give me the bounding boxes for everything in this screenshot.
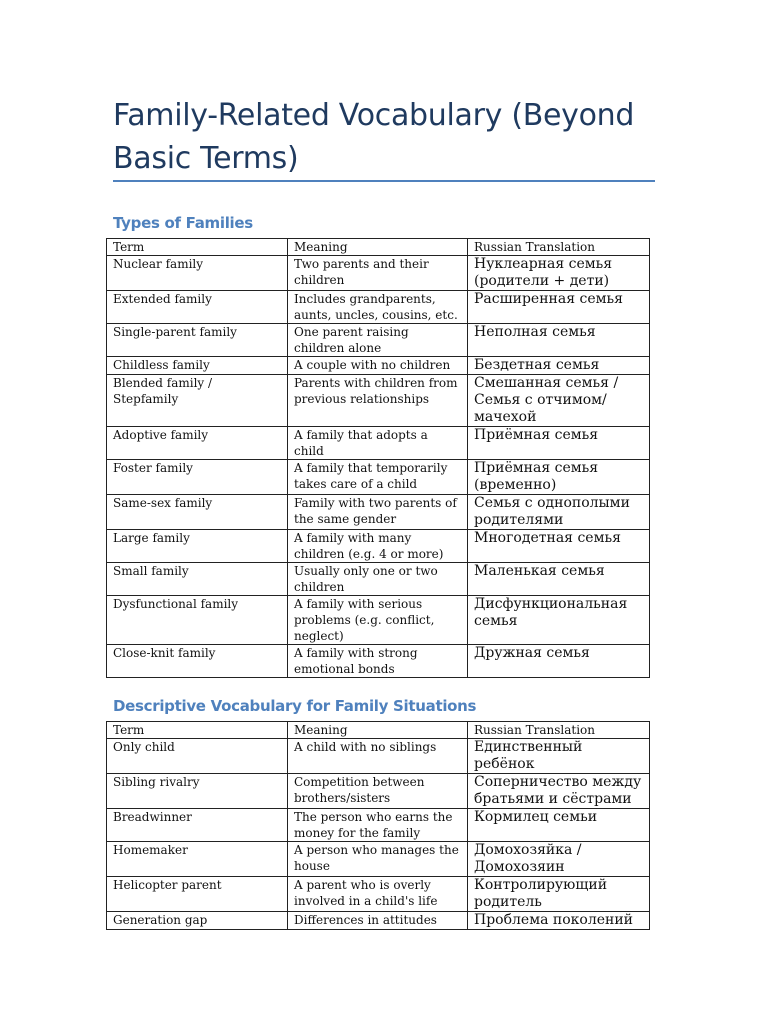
- russian-translation-cell: Маленькая семья: [468, 563, 650, 596]
- russian-translation-cell: Кормилец семьи: [468, 809, 650, 842]
- table-row: [107, 256, 650, 291]
- table-header-row: [107, 722, 650, 739]
- table-row: [107, 645, 650, 678]
- meaning-cell: A family with strong emotional bonds: [288, 645, 468, 678]
- term-cell: Blended family / Stepfamily: [107, 375, 288, 427]
- term-cell: Dysfunctional family: [107, 596, 288, 645]
- russian-translation-cell: Приёмная семья (временно): [468, 460, 650, 495]
- meaning-cell: A parent who is overly involved in a child's life: [288, 877, 468, 912]
- term-cell: Sibling rivalry: [107, 774, 288, 809]
- column-header-meaning: Meaning: [288, 722, 468, 739]
- meaning-cell: One parent raising children alone: [288, 324, 468, 357]
- russian-translation-cell: Дисфункциональная семья: [468, 596, 650, 645]
- term-cell: Generation gap: [107, 912, 288, 930]
- meaning-cell: A family that temporarily takes care of a child: [288, 460, 468, 495]
- term-cell: Nuclear family: [107, 256, 288, 291]
- table-row: [107, 375, 650, 427]
- meaning-cell: The person who earns the money for the family: [288, 809, 468, 842]
- term-cell: Adoptive family: [107, 427, 288, 460]
- table-row: [107, 842, 650, 877]
- section-heading-descriptive-vocabulary: Descriptive Vocabulary for Family Situations: [113, 697, 477, 715]
- term-cell: Single-parent family: [107, 324, 288, 357]
- term-cell: Same-sex family: [107, 495, 288, 530]
- descriptive-vocabulary-table: [106, 721, 650, 930]
- table-row: [107, 877, 650, 912]
- meaning-cell: A family with serious problems (e.g. conflict, neglect): [288, 596, 468, 645]
- meaning-cell: Usually only one or two children: [288, 563, 468, 596]
- table-row: [107, 357, 650, 375]
- russian-translation-cell: Многодетная семья: [468, 530, 650, 563]
- table-row: [107, 460, 650, 495]
- table-header-row: [107, 239, 650, 256]
- russian-translation-cell: Контролирующий родитель: [468, 877, 650, 912]
- term-cell: Close-knit family: [107, 645, 288, 678]
- russian-translation-cell: Неполная семья: [468, 324, 650, 357]
- russian-translation-cell: Проблема поколений: [468, 912, 650, 930]
- russian-translation-cell: Соперничество между братьями и сёстрами: [468, 774, 650, 809]
- meaning-cell: A person who manages the house: [288, 842, 468, 877]
- column-header-russian-translation: Russian Translation: [468, 239, 650, 256]
- term-cell: Foster family: [107, 460, 288, 495]
- column-header-russian-translation: Russian Translation: [468, 722, 650, 739]
- term-cell: Large family: [107, 530, 288, 563]
- term-cell: Childless family: [107, 357, 288, 375]
- column-header-term: Term: [107, 239, 288, 256]
- russian-translation-cell: Единственный ребёнок: [468, 739, 650, 774]
- term-cell: Only child: [107, 739, 288, 774]
- page-title: Family-Related Vocabulary (Beyond Basic Terms): [113, 98, 635, 176]
- table-row: [107, 495, 650, 530]
- table-row: [107, 427, 650, 460]
- types-of-families-table: [106, 238, 650, 678]
- russian-translation-cell: Расширенная семья: [468, 291, 650, 324]
- table-row: [107, 324, 650, 357]
- russian-translation-cell: Бездетная семья: [468, 357, 650, 375]
- meaning-cell: Differences in attitudes: [288, 912, 468, 930]
- term-cell: Small family: [107, 563, 288, 596]
- meaning-cell: A child with no siblings: [288, 739, 468, 774]
- term-cell: Helicopter parent: [107, 877, 288, 912]
- meaning-cell: Parents with children from previous relationships: [288, 375, 468, 427]
- table-row: [107, 739, 650, 774]
- table-row: [107, 809, 650, 842]
- meaning-cell: A family with many children (e.g. 4 or more): [288, 530, 468, 563]
- term-cell: Extended family: [107, 291, 288, 324]
- table-row: [107, 912, 650, 930]
- russian-translation-cell: Семья с однополыми родителями: [468, 495, 650, 530]
- title-underline: [113, 180, 655, 182]
- table-row: [107, 774, 650, 809]
- russian-translation-cell: Нуклеарная семья (родители + дети): [468, 256, 650, 291]
- section-heading-types-of-families: Types of Families: [113, 214, 253, 232]
- term-cell: Breadwinner: [107, 809, 288, 842]
- meaning-cell: Competition between brothers/sisters: [288, 774, 468, 809]
- column-header-meaning: Meaning: [288, 239, 468, 256]
- table-row: [107, 596, 650, 645]
- table-row: [107, 291, 650, 324]
- column-header-term: Term: [107, 722, 288, 739]
- table-row: [107, 530, 650, 563]
- meaning-cell: Includes grandparents, aunts, uncles, cousins, etc.: [288, 291, 468, 324]
- term-cell: Homemaker: [107, 842, 288, 877]
- meaning-cell: Family with two parents of the same gender: [288, 495, 468, 530]
- meaning-cell: A couple with no children: [288, 357, 468, 375]
- table-row: [107, 563, 650, 596]
- russian-translation-cell: Дружная семья: [468, 645, 650, 678]
- meaning-cell: Two parents and their children: [288, 256, 468, 291]
- meaning-cell: A family that adopts a child: [288, 427, 468, 460]
- russian-translation-cell: Домохозяйка / Домохозяин: [468, 842, 650, 877]
- russian-translation-cell: Смешанная семья / Семья с отчимом/мачехой: [468, 375, 650, 427]
- russian-translation-cell: Приёмная семья: [468, 427, 650, 460]
